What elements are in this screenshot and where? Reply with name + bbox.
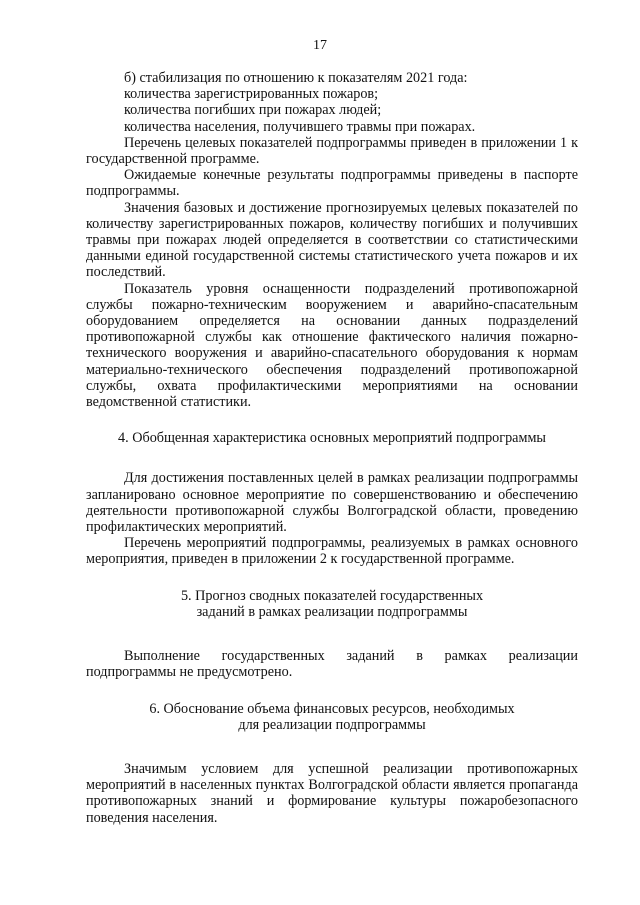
paragraph-activity-list: Перечень мероприятий подпрограммы, реализуемых в рамках основного мероприятия, приведен в приложении 2 к государственной программе. [86,535,578,568]
paragraph-base-values: Значения базовых и достижение прогнозируемых целевых показателей по количеству зарегистрированных пожаров, количеству погибших и получивших травмы при пожарах людей определяется в соответствии со статистическими данными единой государственной системы статистического учета пожаров и их последствий. [86,199,578,281]
paragraph-expected-results: Ожидаемые конечные результаты подпрограммы приведены в паспорте подпрограммы. [86,167,578,200]
section-6-heading-line-2: для реализации подпрограммы [238,716,426,733]
section-5 [86,588,578,681]
section-6 [86,701,578,826]
list-item-deaths: количества погибших при пожарах людей; [124,102,382,119]
section-5-heading-line-1: 5. Прогноз сводных показателей государственных [180,587,484,604]
paragraph-stabilization: б) стабилизация по отношению к показателям 2021 года: [124,70,468,86]
page-number: 17 [313,38,327,53]
paragraph-target-indicators: Перечень целевых показателей подпрограммы приведен в приложении 1 к государственной программе. [86,134,578,168]
section-5-heading-line-2: заданий в рамках реализации подпрограммы [196,603,468,620]
paragraph-state-tasks: Выполнение государственных заданий в рамках реализации подпрограммы не предусмотрено. [86,648,578,681]
section-3-continuation [86,70,578,410]
list-item-injuries: количества населения, получившего травмы при пожарах. [124,118,476,135]
paragraph-fire-propaganda: Значимым условием для успешной реализации противопожарных мероприятий в населенных пунктах Волгоградской области является пропаганда противопожарных знаний и формирование культуры пожаробезопасного поведения населения. [86,760,578,826]
paragraph-equipment-level: Показатель уровня оснащенности подразделений противопожарной службы пожарно-техническим вооружением и аварийно-спасательным оборудованием определяется на основании данных подразделений противопожарной службы как отношение фактического наличия пожарно-технического вооружения и аварийно-спасательного оборудования к нормам материально-технического обеспечения подразделений противопожарной службы, охвата профилактическими мероприятиями на основании ведомственной статистики. [86,280,578,411]
section-4-heading: 4. Обобщенная характеристика основных мероприятий подпрограммы [118,430,546,447]
document-body [86,70,578,826]
section-6-heading-line-1: 6. Обоснование объема финансовых ресурсов, необходимых [149,700,515,717]
list-item-fires: количества зарегистрированных пожаров; [124,86,379,103]
paragraph-main-activity: Для достижения поставленных целей в рамках реализации подпрограммы запланировано основное мероприятие по совершенствованию и обеспечению деятельности противопожарной службы Волгоградской области, проведению профилактических мероприятий. [86,470,578,536]
section-4 [86,430,578,567]
